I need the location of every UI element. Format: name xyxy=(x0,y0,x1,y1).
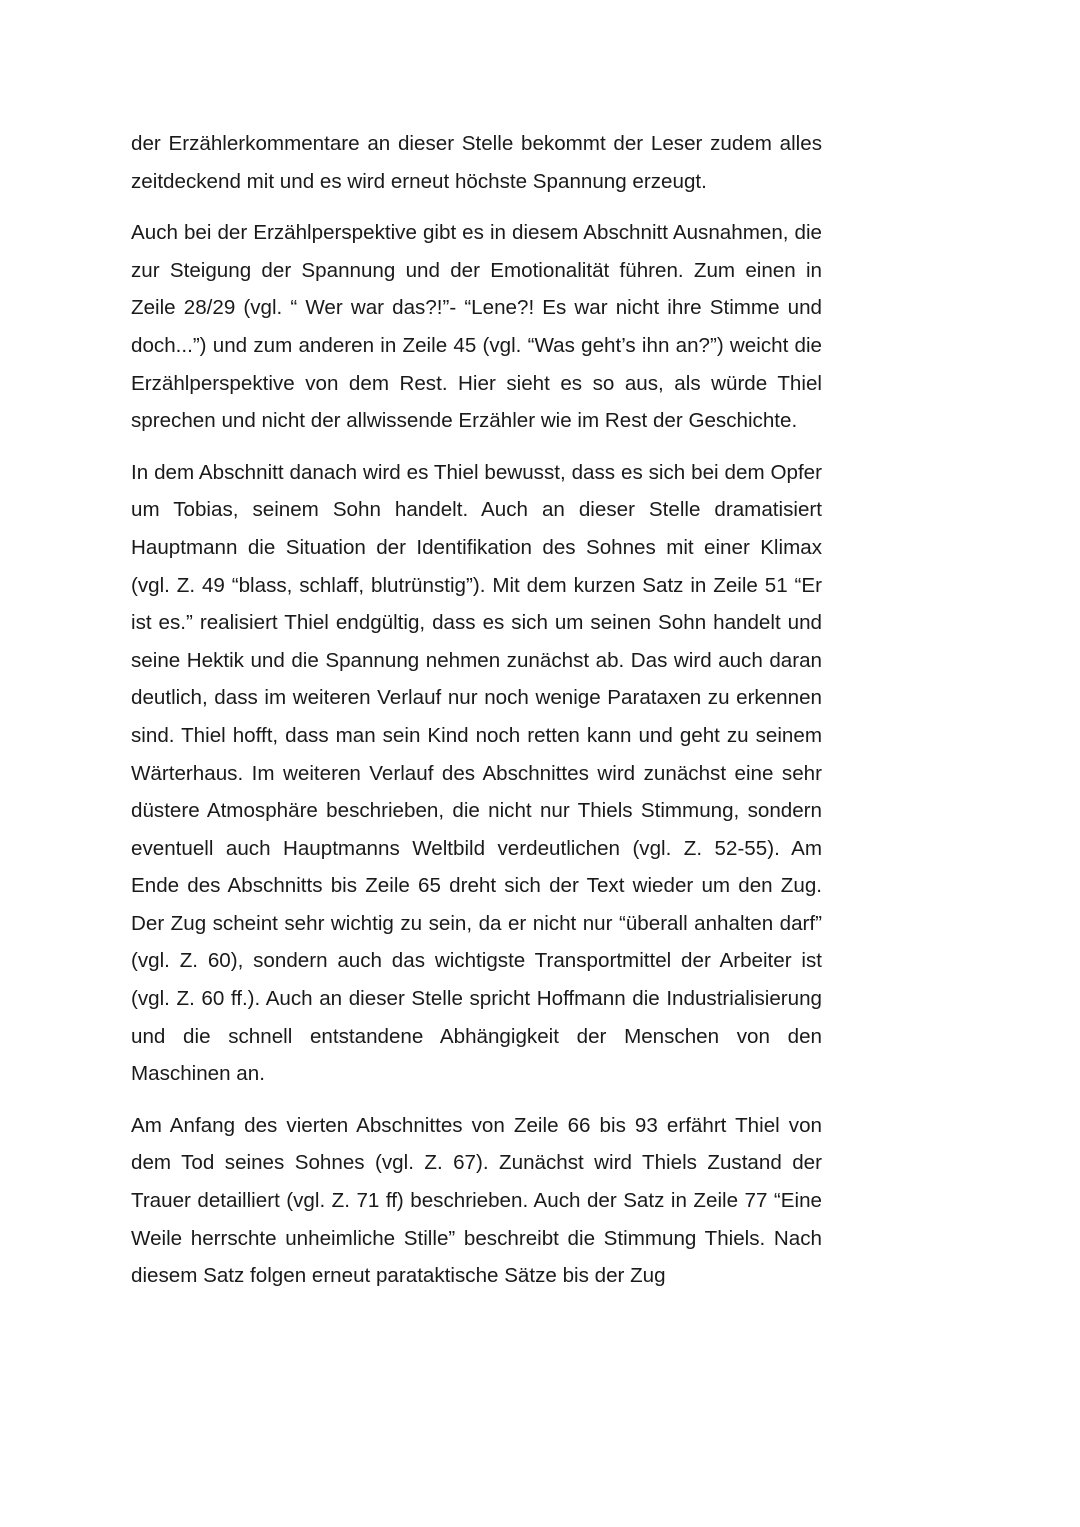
paragraph-1: der Erzählerkommentare an dieser Stelle bekommt der Leser zudem alles zeitdeckend mit und es wird erneut höchste Spannung erzeugt. xyxy=(131,132,822,193)
document-page xyxy=(131,125,822,1309)
paragraph-2: Auch bei der Erzählperspektive gibt es in diesem Abschnitt Ausnahmen, die zur Steigung der Spannung und der Emotionalität führen. Zum einen in Zeile 28/29 (vgl. “ Wer war das?!”- “Lene?! Es war nicht ihre Stimme und doch...”) und zum anderen in Zeile 45 (vgl. “Was geht’s ihn an?”) weicht die Erzählperspektive von dem Rest. Hier sieht es so aus, als würde Thiel sprechen und nicht der allwissende Erzähler wie im Rest der Geschichte. xyxy=(131,221,822,433)
paragraph-3: In dem Abschnitt danach wird es Thiel bewusst, dass es sich bei dem Opfer um Tobias, seinem Sohn handelt. Auch an dieser Stelle dramatisiert Hauptmann die Situation der Identifikation des Sohnes mit einer Klimax (vgl. Z. 49 “blass, schlaff, blutrünstig”). Mit dem kurzen Satz in Zeile 51 “Er ist es.” realisiert Thiel endgültig, dass es sich um seinen Sohn handelt und seine Hektik und die Spannung nehmen zunächst ab. Das wird auch daran deutlich, dass im weiteren Verlauf nur noch wenige Parataxen zu erkennen sind. Thiel hofft, dass man sein Kind noch retten kann und geht zu seinem Wärterhaus. Im weiteren Verlauf des Abschnittes wird zunächst eine sehr düstere Atmosphäre beschrieben, die nicht nur Thiels Stimmung, sondern eventuell auch Hauptmanns Weltbild verdeutlichen (vgl. Z. 52-55). Am Ende des Abschnitts bis Zeile 65 dreht sich der Text wieder um den Zug. Der Zug scheint sehr wichtig zu sein, da er nicht nur “überall anhalten darf” (vgl. Z. 60), sondern auch das wichtigste Transportmittel der Arbeiter ist (vgl. Z. 60 ff.). Auch an dieser Stelle spricht Hoffmann die Industrialisierung und die schnell entstandene Abhängigkeit der Menschen von den Maschinen an. xyxy=(131,460,822,1086)
paragraph-4: Am Anfang des vierten Abschnittes von Zeile 66 bis 93 erfährt Thiel von dem Tod seines Sohnes (vgl. Z. 67). Zunächst wird Thiels Zustand der Trauer detailliert (vgl. Z. 71 ff) beschrieben. Auch der Satz in Zeile 77 “Eine Weile herrschte unheimliche Stille” beschreibt die Stimmung Thiels. Nach diesem Satz folgen erneut parataktische Sätze bis der Zug xyxy=(131,1113,822,1288)
